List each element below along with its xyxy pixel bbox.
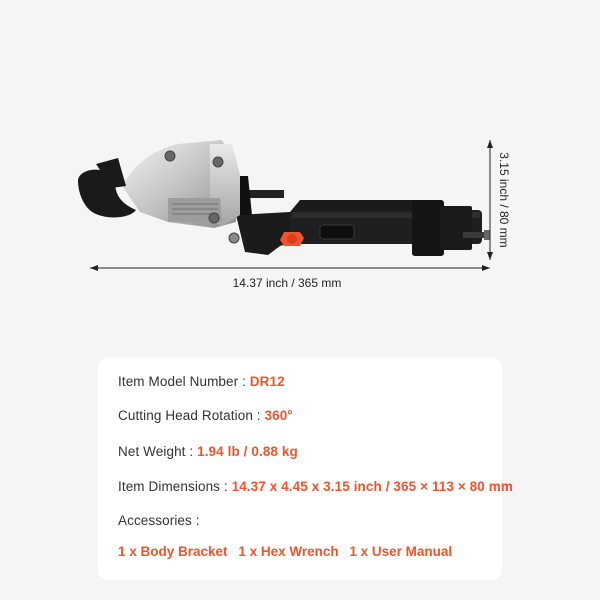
length-label: 14.37 inch / 365 mm: [232, 276, 342, 290]
nibbler-tool-image: [78, 140, 490, 256]
spec-dimensions: [118, 479, 513, 494]
screw-icon: [165, 151, 175, 161]
spec-model-label: Item Model Number :: [118, 374, 250, 389]
height-label: 3.15 inch / 80 mm: [497, 152, 511, 248]
spec-weight-value: 1.94 lb / 0.88 kg: [197, 444, 298, 459]
spec-weight: [118, 444, 298, 459]
accessory-item: 1 x Hex Wrench: [238, 544, 339, 559]
bracket-slot: [320, 225, 354, 239]
spec-model-value: DR12: [249, 374, 285, 389]
clamp-block: [412, 200, 444, 256]
accessory-item: 1 x User Manual: [349, 544, 453, 559]
spec-dimensions-label: Item Dimensions :: [118, 479, 232, 494]
spec-model: [118, 374, 285, 389]
length-dimension-line: [90, 265, 490, 271]
spec-rotation: [118, 408, 293, 423]
spec-weight-label: Net Weight :: [118, 444, 198, 459]
spec-rotation-label: Cutting Head Rotation :: [118, 408, 265, 423]
height-dimension-line: [487, 140, 493, 260]
spec-accessories-label: Accessories :: [118, 513, 200, 528]
spec-dimensions-value: 14.37 x 4.45 x 3.15 inch / 365 × 113 × 80 mm: [231, 479, 513, 494]
spec-card: [98, 358, 513, 580]
accessories-list: [118, 544, 459, 559]
spec-rotation-value: 360°: [264, 408, 293, 423]
accessory-item: 1 x Body Bracket: [118, 544, 228, 559]
